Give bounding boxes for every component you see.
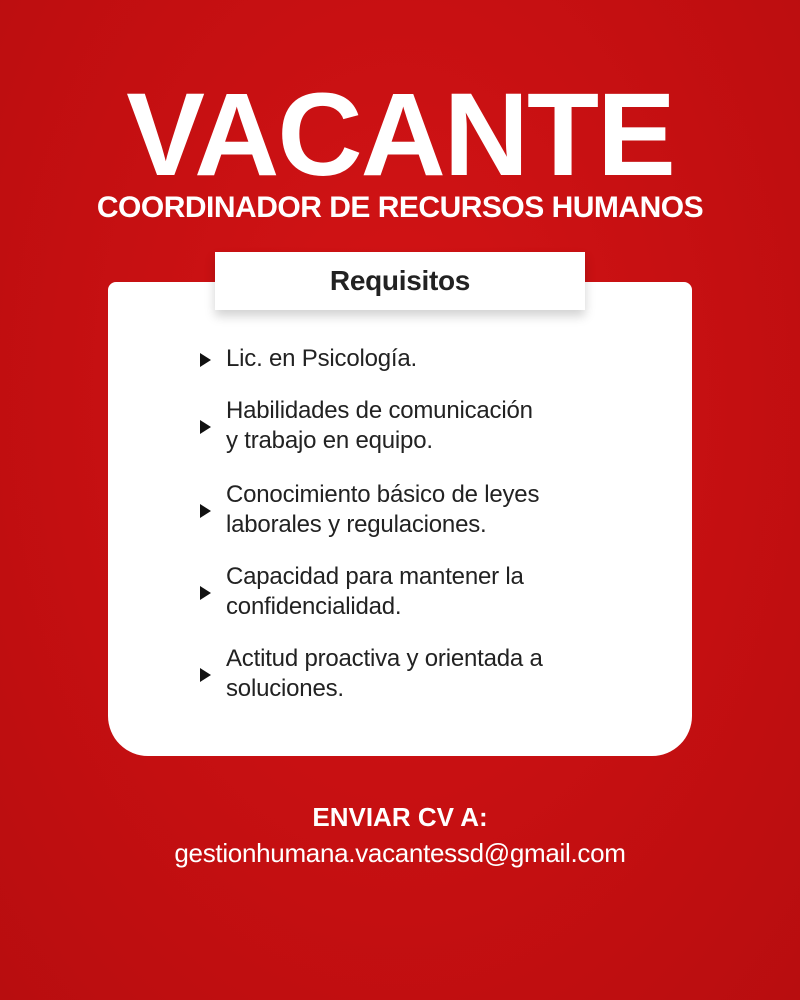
triangle-right-icon [200,668,211,682]
requirement-line: Capacidad para mantener la [226,563,524,590]
requirement-line: Habilidades de comunicación [226,397,533,424]
requirement-line: Lic. en Psicología. [226,345,417,372]
requirement-item-attitude [196,644,636,704]
job-position-title: COORDINADOR DE RECURSOS HUMANOS [96,191,704,224]
triangle-right-icon [200,353,211,367]
page-title: VACANTE [126,69,674,201]
requirement-line: y trabajo en equipo. [226,427,433,454]
triangle-right-icon [200,420,211,434]
requirement-line: Conocimiento básico de leyes [226,481,540,508]
requirement-line: soluciones. [226,675,344,702]
requirement-line: confidencialidad. [226,593,402,620]
requirement-item-communication [196,396,636,456]
requirement-item-confidentiality [196,562,636,622]
requirements-list [196,344,636,704]
contact-email: gestionhumana.vacantessd@gmail.com [174,838,626,868]
requirement-item-labor-laws [196,480,636,540]
send-cv-label: ENVIAR CV A: [312,802,488,832]
requirement-line: laborales y regulaciones. [226,511,487,538]
requirement-line: Actitud proactiva y orientada a [226,645,543,672]
requirements-heading: Requisitos [215,252,585,310]
triangle-right-icon [200,586,211,600]
requirement-item-degree [196,344,636,374]
triangle-right-icon [200,504,211,518]
